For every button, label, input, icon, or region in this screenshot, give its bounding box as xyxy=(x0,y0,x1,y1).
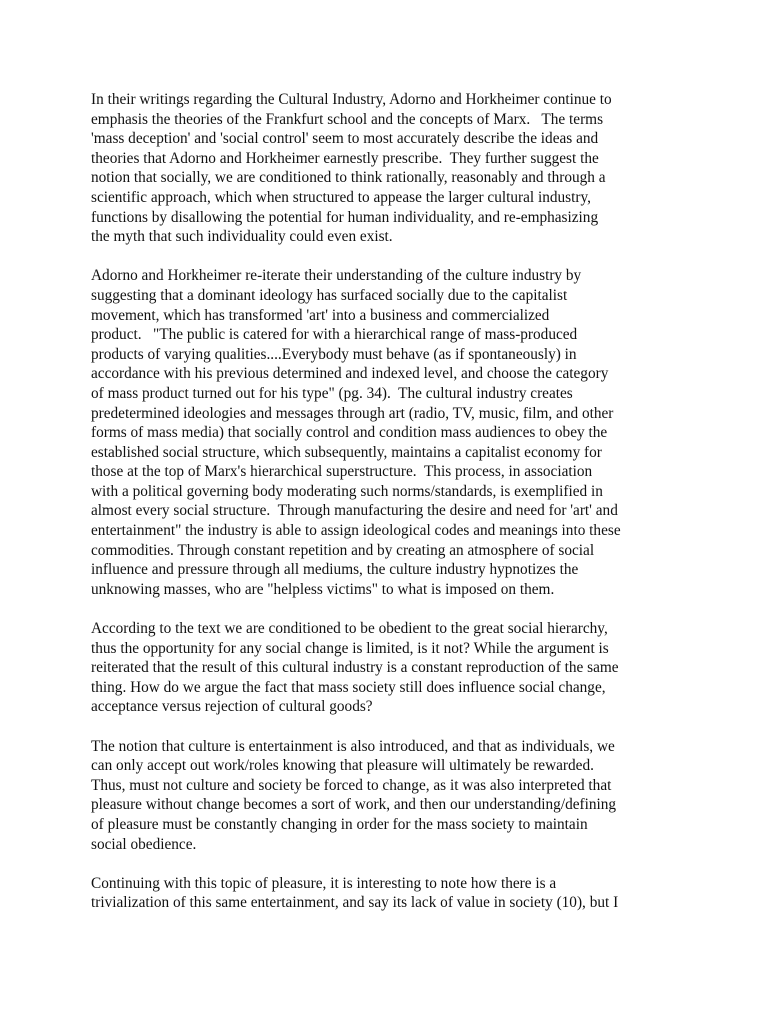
paragraph-5 xyxy=(91,874,701,913)
text-line: thus the opportunity for any social change is limited, is it not? While the argument is xyxy=(91,639,609,657)
paragraph-2 xyxy=(91,266,701,599)
text-line: unknowing masses, who are "helpless victims" to what is imposed on them. xyxy=(91,580,555,598)
text-line: of pleasure must be constantly changing in order for the mass society to maintain xyxy=(91,815,588,833)
paragraph-1 xyxy=(91,90,701,247)
text-line: forms of mass media) that socially control and condition mass audiences to obey the xyxy=(91,424,608,442)
document-body xyxy=(91,90,701,933)
text-line: entertainment" the industry is able to assign ideological codes and meanings into these xyxy=(91,522,621,540)
text-line: product. "The public is catered for with a hierarchical range of mass-produced xyxy=(91,326,578,344)
text-line: with a political governing body moderating such norms/standards, is exemplified in xyxy=(91,482,603,500)
text-line: suggesting that a dominant ideology has surfaced socially due to the capitalist xyxy=(91,286,568,304)
text-line: can only accept out work/roles knowing that pleasure will ultimately be rewarded. xyxy=(91,757,594,775)
text-line: theories that Adorno and Horkheimer earnestly prescribe. They further suggest the xyxy=(91,149,599,167)
text-line: In their writings regarding the Cultural Industry, Adorno and Horkheimer continue to xyxy=(91,91,612,108)
text-line: commodities. Through constant repetition and by creating an atmosphere of social xyxy=(91,541,595,559)
text-line: scientific approach, which when structured to appease the larger cultural industry, xyxy=(91,188,591,206)
text-line: Continuing with this topic of pleasure, it is interesting to note how there is a xyxy=(91,874,557,892)
text-line: notion that socially, we are conditioned to think rationally, reasonably and through a xyxy=(91,169,606,187)
text-line: Thus, must not culture and society be forced to change, as it was also interpreted that xyxy=(91,776,612,794)
text-line: products of varying qualities....Everybody must behave (as if spontaneously) in xyxy=(91,345,577,363)
text-line: The notion that culture is entertainment is also introduced, and that as individuals, we xyxy=(91,737,615,755)
text-line: acceptance versus rejection of cultural goods? xyxy=(91,698,373,716)
text-line: emphasis the theories of the Frankfurt school and the concepts of Marx. The terms xyxy=(91,110,604,128)
text-line: influence and pressure through all mediums, the culture industry hypnotizes the xyxy=(91,561,579,579)
text-line: According to the text we are conditioned to be obedient to the great social hierarchy, xyxy=(91,620,608,638)
text-line: movement, which has transformed 'art' into a business and commercialized xyxy=(91,306,550,324)
text-line: pleasure without change becomes a sort of work, and then our understanding/defining xyxy=(91,796,617,814)
text-line: thing. How do we argue the fact that mass society still does influence social change, xyxy=(91,678,606,696)
text-line: trivialization of this same entertainment, and say its lack of value in society (10), but I xyxy=(91,894,619,912)
text-line: those at the top of Marx's hierarchical superstructure. This process, in association xyxy=(91,463,593,481)
text-line: reiterated that the result of this cultural industry is a constant reproduction of the same xyxy=(91,659,619,677)
text-line: the myth that such individuality could even exist. xyxy=(91,228,393,246)
text-line: predetermined ideologies and messages through art (radio, TV, music, film, and other xyxy=(91,404,614,422)
text-line: Adorno and Horkheimer re-iterate their understanding of the culture industry by xyxy=(91,267,582,285)
text-line: almost every social structure. Through manufacturing the desire and need for 'art' and xyxy=(91,502,618,520)
text-line: of mass product turned out for his type" (pg. 34). The cultural industry creates xyxy=(91,384,573,402)
text-line: social obedience. xyxy=(91,835,197,853)
text-line: 'mass deception' and 'social control' seem to most accurately describe the ideas and xyxy=(91,130,599,148)
text-line: accordance with his previous determined and indexed level, and choose the category xyxy=(91,365,609,383)
paragraph-3 xyxy=(91,619,701,717)
text-line: functions by disallowing the potential for human individuality, and re-emphasizing xyxy=(91,208,599,226)
text-line: established social structure, which subsequently, maintains a capitalist economy for xyxy=(91,443,602,461)
paragraph-4 xyxy=(91,737,701,855)
